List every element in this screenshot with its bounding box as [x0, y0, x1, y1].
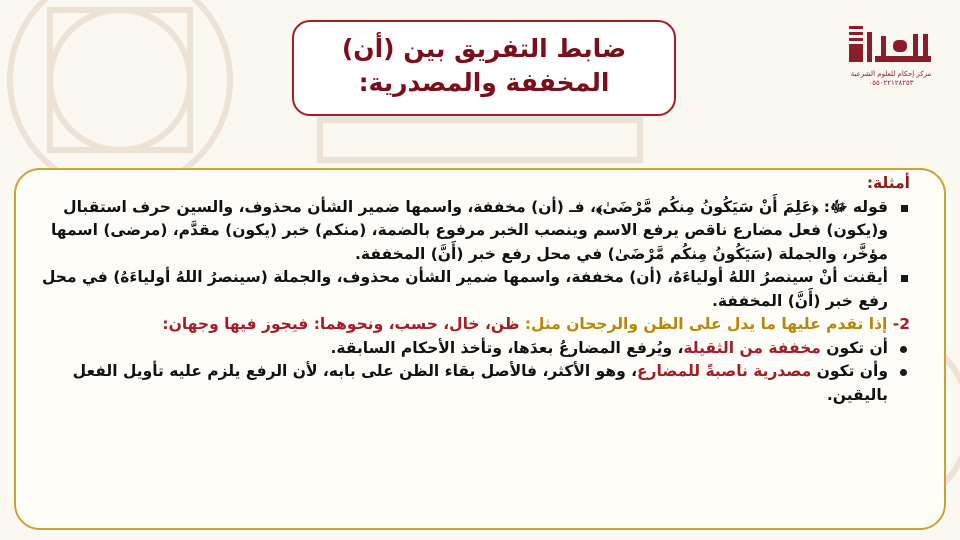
rule-2-number: 2-: [887, 315, 910, 333]
example-1: [40, 196, 910, 267]
example-2-text: أيقنت أنْ سينصرُ اللهُ أولياءَهُ، (أن) مخففة، واسمها ضمير الشأن محذوف، والجملة (سينصرُ اللهُ أولياءَهُ) في محل رفع خبر (أَنَّ) المخففة.: [41, 268, 888, 310]
page-title: ضابط التفريق بين (أن): [341, 34, 627, 63]
dot-bullet-icon: [900, 369, 907, 376]
logo-mark-icon: [845, 22, 937, 70]
rule-2-verbs: ظن، خال، حسب، ونحوهما:: [313, 315, 520, 333]
examples-heading: أمثلة:: [866, 174, 910, 192]
logo: [836, 22, 946, 102]
option-2-term: مصدرية ناصبةً للمضارع: [636, 362, 812, 380]
example-1-text: قوله ﷻ: ﴿عَلِمَ أَنْ سَيَكُونُ مِنكُم مَّرْضَىٰ﴾، فـ (أن) مخففة، واسمها ضمير الشأن محذوف، والسين حرف استقبال و(يكون) فعل مضارع ناقص يرفع الاسم وينصب الخبر مرفوع بالضمة، (منكم) خبر (يكون) مقدَّم، (مرضى) اسمها مؤخَّر، والجملة (سَيَكُونُ مِنكُم مَّرْضَىٰ) في محل رفع خبر (أَنَّ) المخففة.: [50, 197, 888, 263]
option-1-rest: ، ويُرفع المضارعُ بعدَها، وتأخذ الأحكام السابقة.: [330, 338, 684, 357]
option-2: [40, 360, 910, 407]
title-box: [292, 20, 676, 116]
option-1: [40, 337, 910, 361]
dot-bullet-icon: [900, 346, 907, 353]
square-bullet-icon: [901, 205, 908, 212]
rule-2-condition: إذا تقدم عليها ما يدل على الظن والرجحان مثل:: [524, 315, 888, 333]
page-subtitle: المخففة والمصدرية:: [358, 68, 610, 97]
option-1-term: مخففة من الثقيلة: [683, 338, 821, 357]
option-1-prefix: أن تكون: [820, 338, 888, 357]
option-2-prefix: وأن تكون: [811, 362, 888, 380]
option-2-rest: ، وهو الأكثر، فالأصل بقاء الظن على بابه، لأن الرفع يلزم عليه تأويل الفعل باليقين.: [72, 362, 888, 404]
square-bullet-icon: [901, 275, 908, 282]
logo-subtitle: مركز إحكام للعلوم الشرعية: [850, 70, 932, 78]
example-2: [40, 266, 910, 313]
rule-2-result: فيجوز فيها وجهان:: [162, 315, 309, 333]
rule-2: [40, 313, 910, 337]
logo-number: ٠٥٥٠٢٢١٢٨٢٥٣: [868, 79, 914, 87]
content-body: [40, 172, 910, 407]
